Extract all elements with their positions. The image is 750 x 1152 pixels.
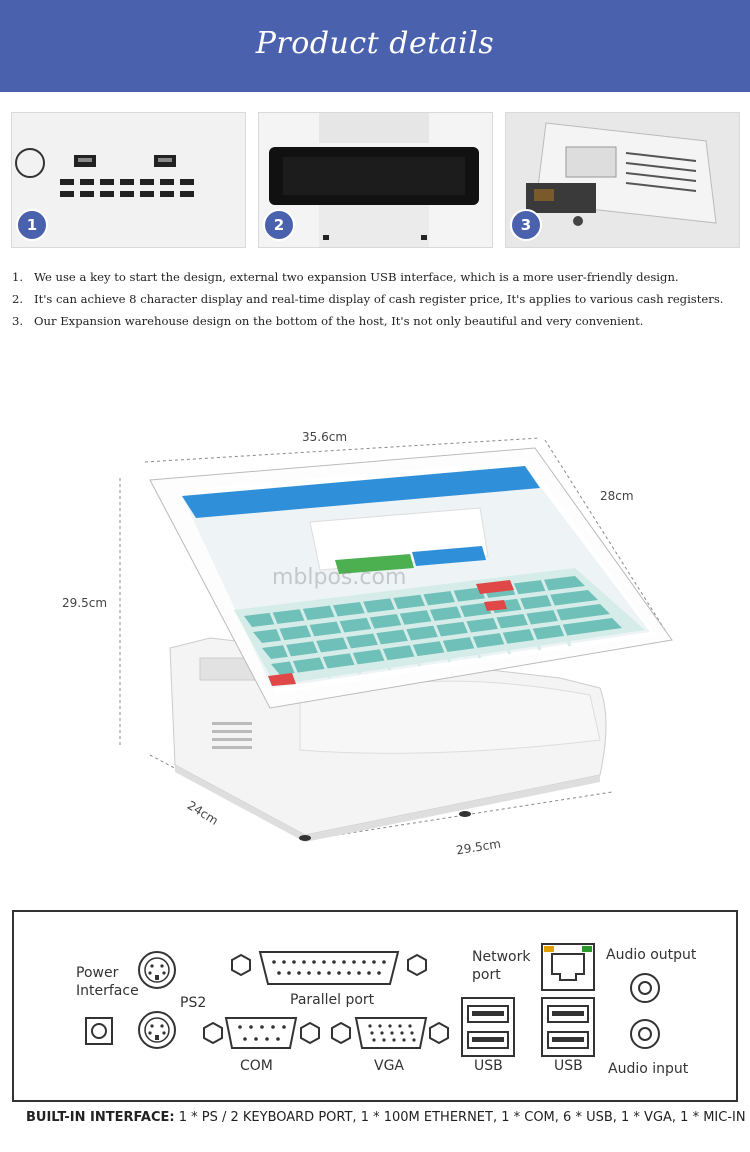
audio-output-label: Audio output bbox=[606, 947, 697, 963]
dimension-depth: 24cm bbox=[184, 798, 221, 828]
ps2-label: PS2 bbox=[180, 995, 207, 1011]
audio-input-jack-icon bbox=[631, 1020, 659, 1048]
usb-label: USB bbox=[554, 1058, 583, 1074]
note-text: It's can achieve 8 character display and real-time display of cash register price, It's applies to various cash registers. bbox=[34, 292, 724, 306]
vga-label: VGA bbox=[374, 1058, 405, 1074]
com-port-icon bbox=[204, 1018, 319, 1048]
parallel-port-icon bbox=[232, 952, 426, 984]
feature-notes bbox=[12, 266, 742, 332]
note-number: 3. bbox=[12, 314, 24, 328]
photo-customer-display bbox=[258, 112, 493, 248]
note-item bbox=[12, 288, 742, 310]
vga-port-icon bbox=[332, 1018, 448, 1048]
note-text: We use a key to start the design, external two expansion USB interface, which is a more user-friendly design. bbox=[34, 270, 679, 284]
note-number: 2. bbox=[12, 292, 24, 306]
com-label: COM bbox=[240, 1058, 273, 1074]
power-jack-icon bbox=[86, 1018, 112, 1044]
dimension-screen-height: 28cm bbox=[600, 489, 634, 503]
page-title: Product details bbox=[255, 26, 495, 61]
audio-output-jack-icon bbox=[631, 974, 659, 1002]
audio-input-label: Audio input bbox=[608, 1061, 689, 1077]
note-item bbox=[12, 310, 742, 332]
usb-port-icon bbox=[542, 998, 594, 1056]
photo-badge: 1 bbox=[16, 209, 48, 241]
dimension-base-width: 29.5cm bbox=[455, 836, 502, 858]
footer-text: 1 * PS / 2 KEYBOARD PORT, 1 * 100M ETHERNET, 1 * COM, 6 * USB, 1 * VGA, 1 * MIC-IN bbox=[174, 1110, 746, 1125]
ps2-port-icon bbox=[139, 952, 175, 988]
photo-usb-ports bbox=[11, 112, 246, 248]
usb-port-icon bbox=[462, 998, 514, 1056]
usb-label: USB bbox=[474, 1058, 503, 1074]
note-text: Our Expansion warehouse design on the bottom of the host, It's not only beautiful and very convenient. bbox=[34, 314, 644, 328]
power-interface-label: Power Interface bbox=[76, 965, 139, 999]
dimension-total-height: 29.5cm bbox=[62, 596, 108, 610]
footer-label: BUILT-IN INTERFACE: bbox=[26, 1110, 175, 1125]
note-number: 1. bbox=[12, 270, 24, 284]
ps2-port-icon bbox=[139, 1012, 175, 1048]
network-port-label: Network port bbox=[472, 949, 531, 983]
photo-badge: 3 bbox=[510, 209, 542, 241]
built-in-interface-summary bbox=[26, 1110, 746, 1125]
photo-badge: 2 bbox=[263, 209, 295, 241]
pos-terminal-illustration bbox=[0, 420, 750, 860]
photo-printer-warehouse bbox=[505, 112, 740, 248]
note-item bbox=[12, 266, 742, 288]
dimension-screen-width: 35.6cm bbox=[302, 430, 348, 444]
interface-panel bbox=[12, 910, 738, 1102]
parallel-port-label: Parallel port bbox=[290, 992, 375, 1008]
watermark: mblpos.com bbox=[272, 565, 407, 590]
